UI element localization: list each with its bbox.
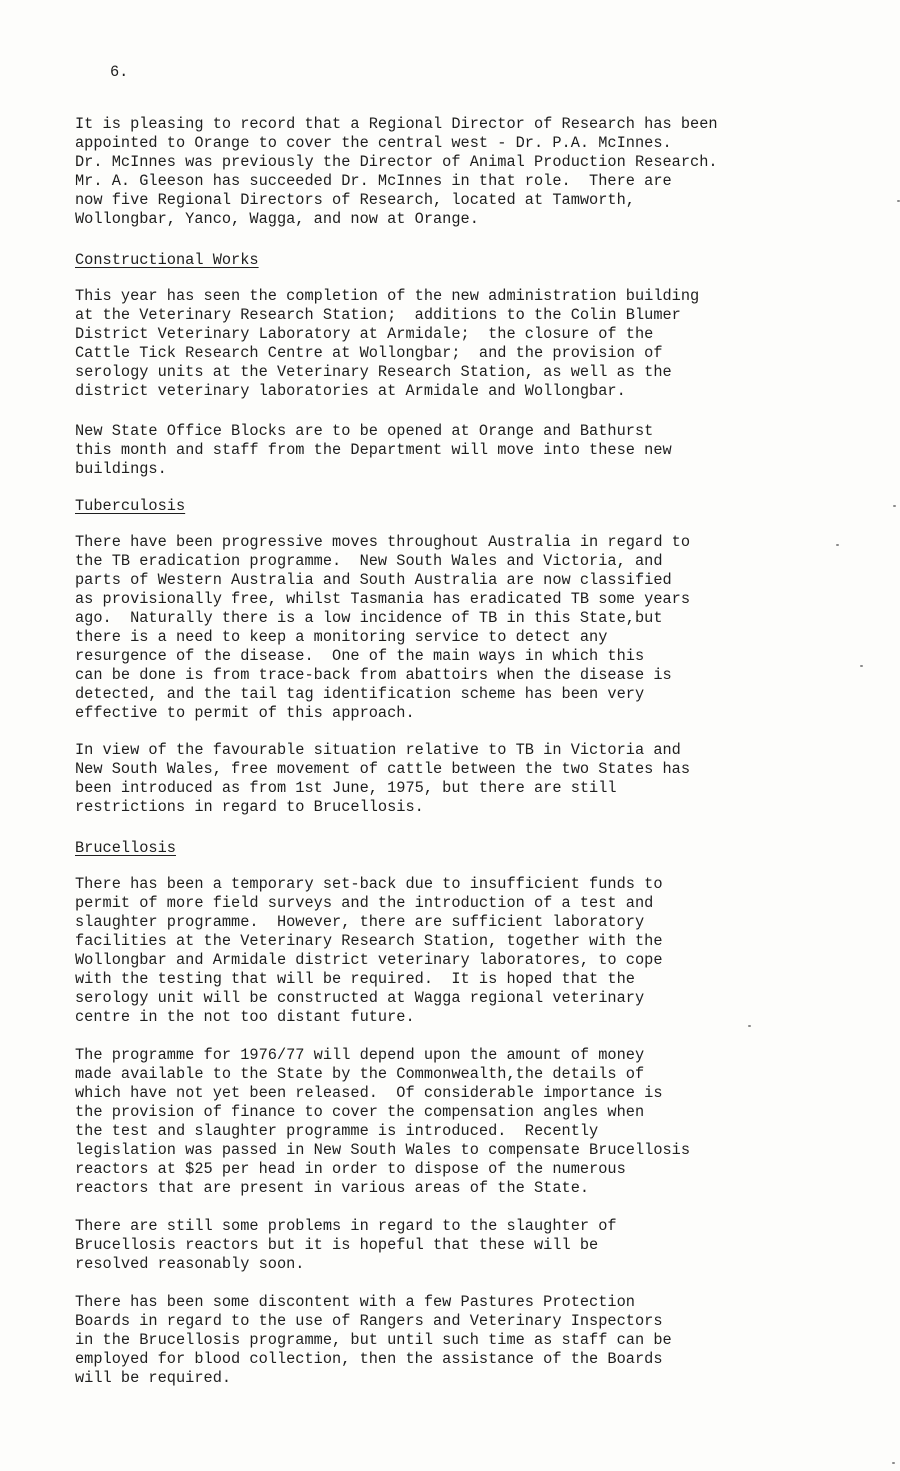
paragraph-slaughter-problems: There are still some problems in regard to the slaughter of Brucellosis reactors but it is hopeful that these will be resolved reasonably soon.	[75, 1217, 617, 1273]
scan-speck	[892, 1462, 895, 1464]
paragraph-constructional-works: This year has seen the completion of the new administration building at the Veterinary Research Station; additions to the Colin Blumer District Veterinary Laboratory at Armidale; the closure of the Cattle Tick Research Centre at Wollongbar; and the provision of serology units at the Veterinary Research Station, as well as the district veterinary laboratories at Armidale and Wollongbar.	[75, 287, 700, 400]
heading-brucellosis: Brucellosis	[75, 839, 176, 857]
scan-speck	[836, 544, 839, 546]
paragraph-cattle-movement: In view of the favourable situation relative to TB in Victoria and New South Wales, free movement of cattle between the two States has been introduced as from 1st June, 1975, but there are still restrictions in regard to Brucellosis.	[75, 741, 691, 816]
heading-constructional-works: Constructional Works	[75, 251, 259, 269]
scan-speck	[748, 1025, 751, 1027]
scan-speck	[860, 665, 863, 667]
paragraph-programme-1976-77: The programme for 1976/77 will depend upon the amount of money made available to the State by the Commonwealth,the details of which have not yet been released. Of considerable importance is the provision of finance to cover the compensation angles when the test and slaughter programme is introduced. Recently legislation was passed in New South Wales to compensate Brucellosis reactors at $25 per head in order to dispose of the numerous reactors that are present in various areas of the State.	[75, 1046, 691, 1197]
paragraph-pastures-boards: There has been some discontent with a few Pastures Protection Boards in regard to the use of Rangers and Veterinary Inspectors in the Brucellosis programme, but until such time as staff can be employed for blood collection, then the assistance of the Boards will be required.	[75, 1293, 672, 1387]
page-number: 6.	[110, 63, 129, 81]
paragraph-tb-eradication: There have been progressive moves throughout Australia in regard to the TB eradication programme. New South Wales and Victoria, and parts of Western Australia and South Australia are now classified as provisionally free, whilst Tasmania has eradicated TB some years ago. Naturally there is a low incidence of TB in this State,but there is a need to keep a monitoring service to detect any resurgence of the disease. One of the main ways in which this can be done is from trace-back from abattoirs when the disease is detected, and the tail tag identification scheme has been very effective to permit of this approach.	[75, 533, 691, 722]
heading-tuberculosis: Tuberculosis	[75, 497, 186, 515]
paragraph-brucellosis-setback: There has been a temporary set-back due to insufficient funds to permit of more field surveys and the introduction of a test and slaughter programme. However, there are sufficient laboratory facilities at the Veterinary Research Station, together with the Wollongbar and Armidale district veterinary laboratores, to cope with the testing that will be required. It is hoped that the serology unit will be constructed at Wagga regional veterinary centre in the not too distant future.	[75, 875, 663, 1026]
scan-speck	[893, 505, 896, 507]
paragraph-state-office-blocks: New State Office Blocks are to be opened at Orange and Bathurst this month and staff from the Department will move into these new buildings.	[75, 422, 672, 478]
paragraph-regional-directors: It is pleasing to record that a Regional Director of Research has been appointed to Orange to cover the central west - Dr. P.A. McInnes. Dr. McInnes was previously the Director of Animal Production Research. Mr. A. Gleeson has succeeded Dr. McInnes in that role. There are now five Regional Directors of Research, located at Tamworth, Wollongbar, Yanco, Wagga, and now at Orange.	[75, 115, 718, 228]
